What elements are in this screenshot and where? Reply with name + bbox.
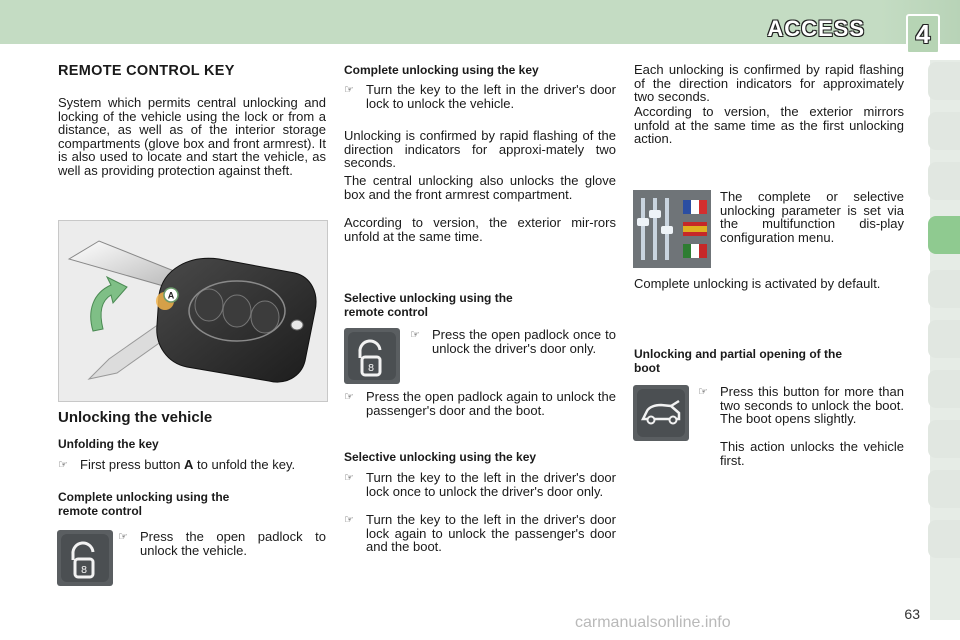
default-paragraph: Complete unlocking is activated by default. xyxy=(634,276,881,291)
watermark: carmanualsonline.info xyxy=(575,614,731,631)
pointing-hand-icon: ☞ xyxy=(344,391,354,403)
side-tab-3[interactable] xyxy=(928,162,960,200)
selective-key-text-2: Turn the key to the left in the driver's door lock again to unlock the passenger's door and the boot. xyxy=(366,512,616,555)
selective-remote-text: Press the open padlock once to unlock the driver's door only. xyxy=(432,327,616,356)
side-tab-6[interactable] xyxy=(928,320,960,358)
parameter-paragraph: The complete or selective unlocking parameter is set via the multifunction dis-play configuration menu. xyxy=(720,189,904,245)
svg-text:8: 8 xyxy=(80,565,88,576)
remote-key-illustration xyxy=(59,221,327,401)
unlocking-heading: Unlocking the vehicle xyxy=(58,409,213,426)
selective-key-text-1: Turn the key to the left in the driver's door lock once to unlock the driver's door only. xyxy=(366,470,616,499)
selective-key-bullet-2 xyxy=(344,513,616,554)
complete-remote-heading-line1: Complete unlocking using the xyxy=(58,490,230,504)
pointing-hand-icon: ☞ xyxy=(118,531,128,543)
boot-heading-line2: boot xyxy=(634,361,660,375)
open-padlock-icon xyxy=(57,530,113,586)
pointing-hand-icon: ☞ xyxy=(344,514,354,526)
pointing-hand-icon: ☞ xyxy=(410,329,420,341)
svg-text:8: 8 xyxy=(367,363,375,374)
boot-bullet xyxy=(698,385,904,426)
configuration-sliders-icon xyxy=(633,190,711,268)
chapter-title: ACCESS xyxy=(767,16,865,41)
intro-paragraph: System which permits central unlocking and locking of the vehicle using the lock or from a distance, as well as of the interior storage compartments (glove box and front armrest). It is also used to locate and start the vehicle, as well as providing protection against theft. xyxy=(58,95,326,178)
boot-text: Press this button for more than two seconds to unlock the boot. The boot opens slightly. xyxy=(720,384,904,427)
side-tab-4-active[interactable] xyxy=(928,216,960,254)
side-tab-5[interactable] xyxy=(928,270,960,308)
according-paragraph: According to version, the exterior mirrors unfold at the same time as the first unlocking action. xyxy=(634,104,904,147)
section-title: REMOTE CONTROL KEY xyxy=(58,63,235,79)
selective-remote-again-bullet xyxy=(344,390,616,417)
remote-key-figure xyxy=(58,220,328,402)
confirm-paragraph: Unlocking is confirmed by rapid flashing of the direction indicators for approxi-mately two seconds. xyxy=(344,128,616,171)
selective-remote-heading-line2: remote control xyxy=(344,305,429,319)
side-tab-10[interactable] xyxy=(928,520,960,558)
boot-heading xyxy=(634,347,842,375)
open-padlock-icon xyxy=(344,328,400,384)
boot-paragraph-2: This action unlocks the vehicle first. xyxy=(720,439,904,468)
selective-remote-heading-line1: Selective unlocking using the xyxy=(344,291,513,305)
unfolding-text-end: to unfold the key. xyxy=(193,457,296,472)
unfolding-bullet xyxy=(58,458,330,473)
central-paragraph: The central unlocking also unlocks the glove box and the front armrest compartment. xyxy=(344,173,616,202)
boot-heading-line1: Unlocking and partial opening of the xyxy=(634,347,843,361)
complete-remote-heading-line2: remote control xyxy=(58,504,143,518)
selective-remote-heading xyxy=(344,291,513,319)
selective-key-heading: Selective unlocking using the key xyxy=(344,450,537,464)
selective-remote-again-text: Press the open padlock again to unlock the passenger's door and the boot. xyxy=(366,389,616,418)
complete-key-heading: Complete unlocking using the key xyxy=(344,63,539,77)
car-boot-icon xyxy=(633,385,689,441)
side-tab-7[interactable] xyxy=(928,370,960,408)
page-number: 63 xyxy=(904,606,920,622)
complete-remote-bullet xyxy=(118,530,326,557)
complete-key-text: Turn the key to the left in the driver's door lock to unlock the vehicle. xyxy=(366,82,616,111)
chapter-number: 4 xyxy=(915,18,931,49)
pointing-hand-icon: ☞ xyxy=(344,472,354,484)
pointing-hand-icon: ☞ xyxy=(58,459,68,471)
complete-remote-text: Press the open padlock to unlock the vehicle. xyxy=(140,529,326,558)
pointing-hand-icon: ☞ xyxy=(698,386,708,398)
complete-key-bullet xyxy=(344,83,616,110)
selective-key-bullet-1 xyxy=(344,471,616,498)
mirrors-paragraph: According to version, the exterior mir-rors unfold at the same time. xyxy=(344,215,616,244)
side-tab-1[interactable] xyxy=(928,62,960,100)
pointing-hand-icon: ☞ xyxy=(344,84,354,96)
side-tab-2[interactable] xyxy=(928,112,960,150)
side-tab-8[interactable] xyxy=(928,420,960,458)
unfolding-heading: Unfolding the key xyxy=(58,437,159,451)
button-a-label: A xyxy=(167,290,175,301)
unfolding-button-ref: A xyxy=(184,457,194,472)
chapter-number-badge xyxy=(906,14,940,54)
each-unlock-paragraph: Each unlocking is confirmed by rapid flashing of the direction indicators for approximately two seconds. xyxy=(634,62,904,105)
complete-remote-heading xyxy=(58,490,229,518)
side-tab-9[interactable] xyxy=(928,470,960,508)
unfolding-text: First press button xyxy=(80,457,185,472)
selective-remote-bullet xyxy=(410,328,616,355)
